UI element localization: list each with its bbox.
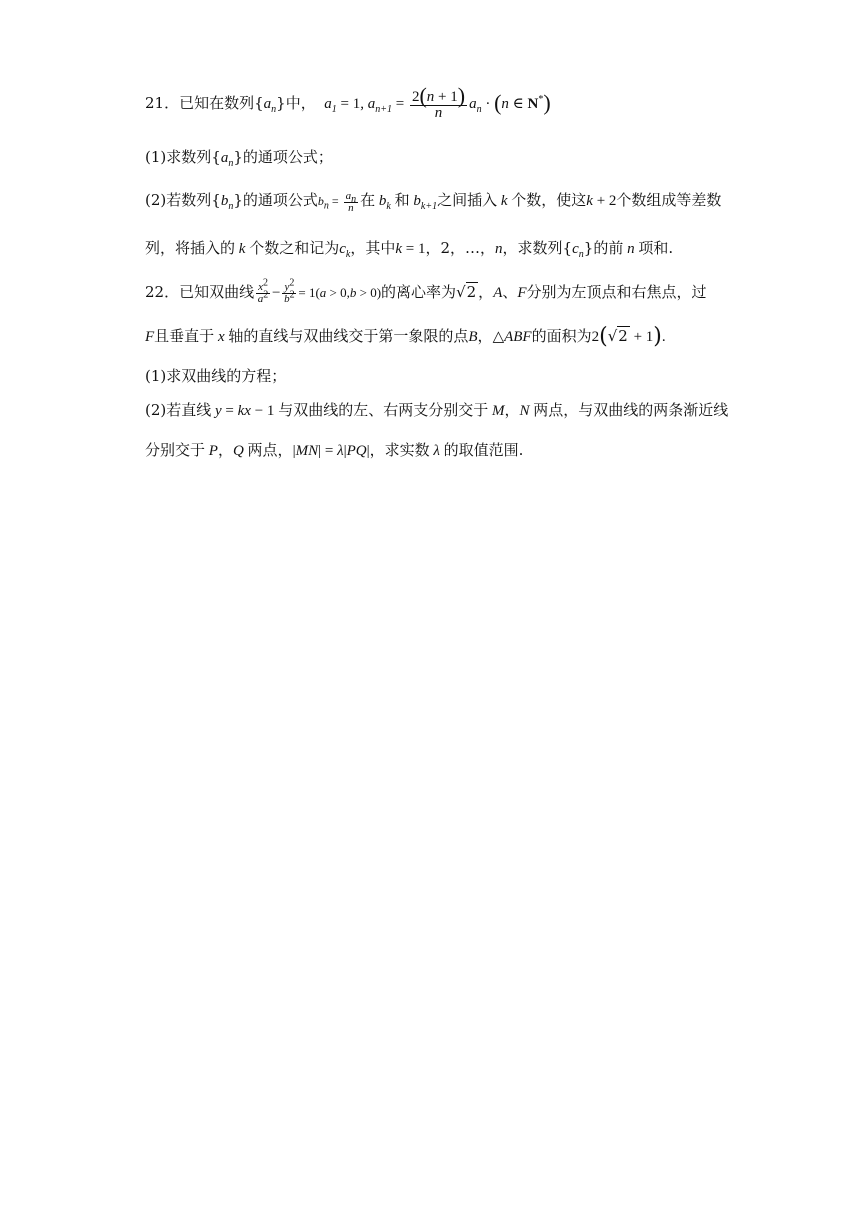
q22-line2-d: 的面积为	[531, 327, 592, 345]
q21-part2-line2-g: 项和.	[638, 239, 674, 257]
q21-part2-text-d: 和	[394, 191, 410, 209]
q22-part2-d: 两点，与双曲线的两条渐近线	[533, 401, 729, 419]
q22-number: 22．	[145, 283, 180, 301]
q21-stem-text: 已知在数列	[179, 93, 255, 112]
q22-part2-c: ，	[504, 401, 520, 419]
q21-part2-line2-d: ，2，…，	[425, 239, 496, 257]
q22-part2-line2-e: 的取值范围.	[443, 441, 524, 459]
q21-part1-end: 的通项公式；	[242, 148, 333, 166]
q22-line2-c: ，	[477, 327, 493, 345]
q21-stem-text2: 中，	[285, 93, 316, 112]
q22-part1	[145, 366, 286, 386]
q21-part2-text-b: 的通项公式	[242, 191, 318, 209]
q22-part2-a: (2)若直线	[145, 401, 212, 419]
q21-part1-text: 求数列	[166, 148, 212, 166]
q21-part2-text-f: 个数，使这	[511, 191, 587, 209]
q21-part2-text-c: 在	[360, 191, 376, 209]
q21-part1: (1)求数列$\{a_n\}$的通项公式；	[145, 148, 333, 169]
q21-part2-label: (2)	[145, 191, 167, 209]
q22-stem-d: 、	[502, 283, 518, 301]
q21-stem: 21．已知在数列$\{a_n\}$中， $a_1 = 1$, $a_{n+1}$ = $\frac{2(n + 1)}{n}$ $a_n \cdot (n$ ∈ N*)	[145, 83, 551, 121]
q22-part2-line2-b: ，	[217, 441, 233, 459]
q22-stem: 22．已知双曲线 $\frac{x^2}{a^2}$ − $\frac{y^2}{b^2}$ = 1(a > 0,b > 0)的离心率为√2 ，A、F分别为左顶点和右焦点，过	[145, 277, 707, 306]
q22-stem-c: ，	[478, 283, 494, 301]
q21-part2-text-e: 之间插入	[437, 191, 498, 209]
q22-stem-a: 已知双曲线	[179, 283, 255, 301]
q21-part2-line2-e: ，求数列	[502, 239, 563, 257]
q22-part2-line2: 分别交于 P，Q 两点，|MN| = λ|PQ|，求实数 λ 的取值范围.	[145, 441, 524, 459]
q21-part2-line2: 列，将插入的 k 个数之和记为$c_k$，其中k = 1，2，…，n，求数列$\{c_n\}$的前 n 项和.	[145, 239, 674, 260]
sqrt-2: √2	[456, 283, 477, 301]
q22-stem-line2: F且垂直于 x 轴的直线与双曲线交于第一象限的点B，△ABF的面积为2(√2 + 1).	[145, 324, 666, 349]
q21-number: 21．	[145, 93, 180, 112]
q22-part2-line2-c: 两点，	[247, 441, 293, 459]
q21-part2-line2-f: 的前	[593, 239, 624, 257]
q22-part2-line2-a: 分别交于	[145, 441, 206, 459]
q22-line2-a: 且垂直于	[154, 327, 215, 345]
q22-hyperbola-formula: $\frac{x^2}{a^2}$ − $\frac{y^2}{b^2}$ = 1(a > 0,b > 0)	[257, 277, 382, 306]
q21-part2-line2-b: 个数之和记为	[249, 239, 340, 257]
q21-part2-text-a: 若数列	[166, 191, 212, 209]
q21-part2: (2)若数列$\{b_n\}$的通项公式$b_n$ = $\frac{a_n}{n}$ 在 $b_k$ 和 $b_{k+1}$之间插入 k 个数，使这k + 2个数组成等差数	[145, 189, 722, 214]
q21-part1-label: (1)	[145, 148, 167, 166]
q22-part2-b: 与双曲线的左、右两支分别交于	[278, 401, 489, 419]
q22-part2-line2-d: ，求实数	[369, 441, 430, 459]
q22-part2: (2)若直线 y = kx − 1 与双曲线的左、右两支分别交于 M，N 两点，与双曲线的两条渐近线	[145, 401, 729, 419]
q21-part2-line2-c: ，其中	[350, 239, 396, 257]
q22-part1-text: (1)求双曲线的方程；	[145, 367, 287, 385]
q21-part2-text-g: 个数组成等差数	[616, 191, 722, 209]
q22-line2-b: 轴的直线与双曲线交于第一象限的点	[228, 327, 469, 345]
q22-stem-b: 的离心率为	[381, 283, 457, 301]
q21-formula: $a_1 = 1$, $a_{n+1}$ = $\frac{2(n + 1)}{n}$ $a_n \cdot (n$ ∈ N*)	[320, 83, 551, 121]
q21-part2-line2-a: 列，将插入的	[145, 239, 236, 257]
q22-stem-e: 分别为左顶点和右焦点，过	[526, 283, 707, 301]
